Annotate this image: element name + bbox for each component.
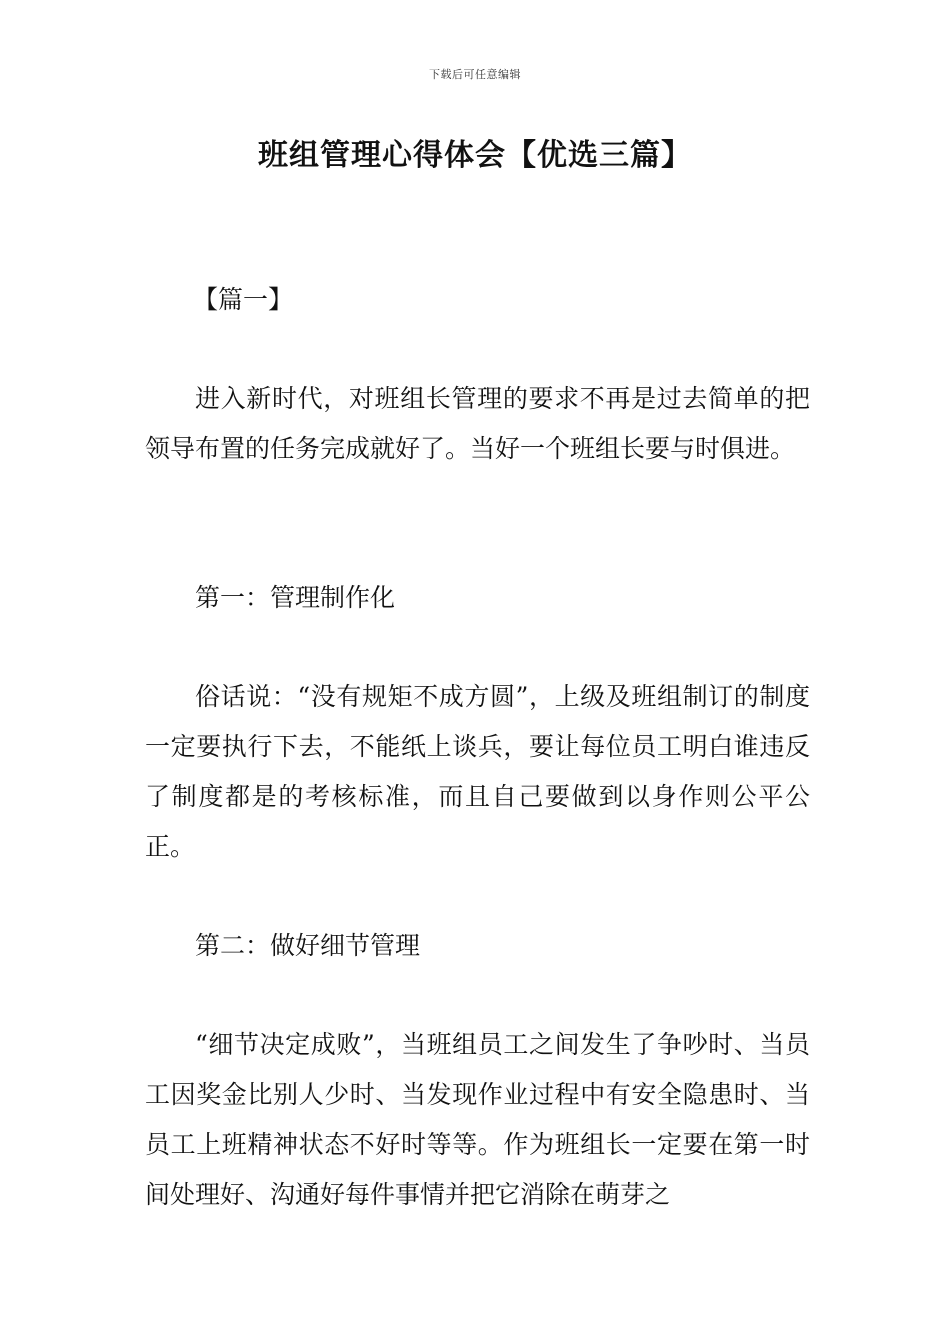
paragraph-intro: 进入新时代，对班组长管理的要求不再是过去简单的把领导布置的任务完成就好了。当好一个班组长要与时俱进。 (145, 384, 810, 463)
document-title: 班组管理心得体会【优选三篇】 (258, 138, 692, 173)
heading-detail-management: 第二：做好细节管理 (195, 931, 421, 960)
paragraph-details: “细节决定成败”，当班组员工之间发生了争吵时、当员工因奖金比别人少时、当发现作业过程中有安全隐患时、当员工上班精神状态不好时等等。作为班组长一定要在第一时间处理好、沟通好每件事情并把它消除在萌芽之 (145, 1030, 810, 1209)
paragraph-rules: 俗话说：“没有规矩不成方圆”，上级及班组制订的制度一定要执行下去，不能纸上谈兵，要让每位员工明白谁违反了制度都是的考核标准，而且自己要做到以身作则公平公正。 (145, 682, 810, 861)
heading-management-system: 第一：管理制作化 (195, 583, 396, 612)
section-label: 【篇一】 (193, 285, 294, 314)
header-note: 下载后可任意编辑 (429, 68, 521, 81)
